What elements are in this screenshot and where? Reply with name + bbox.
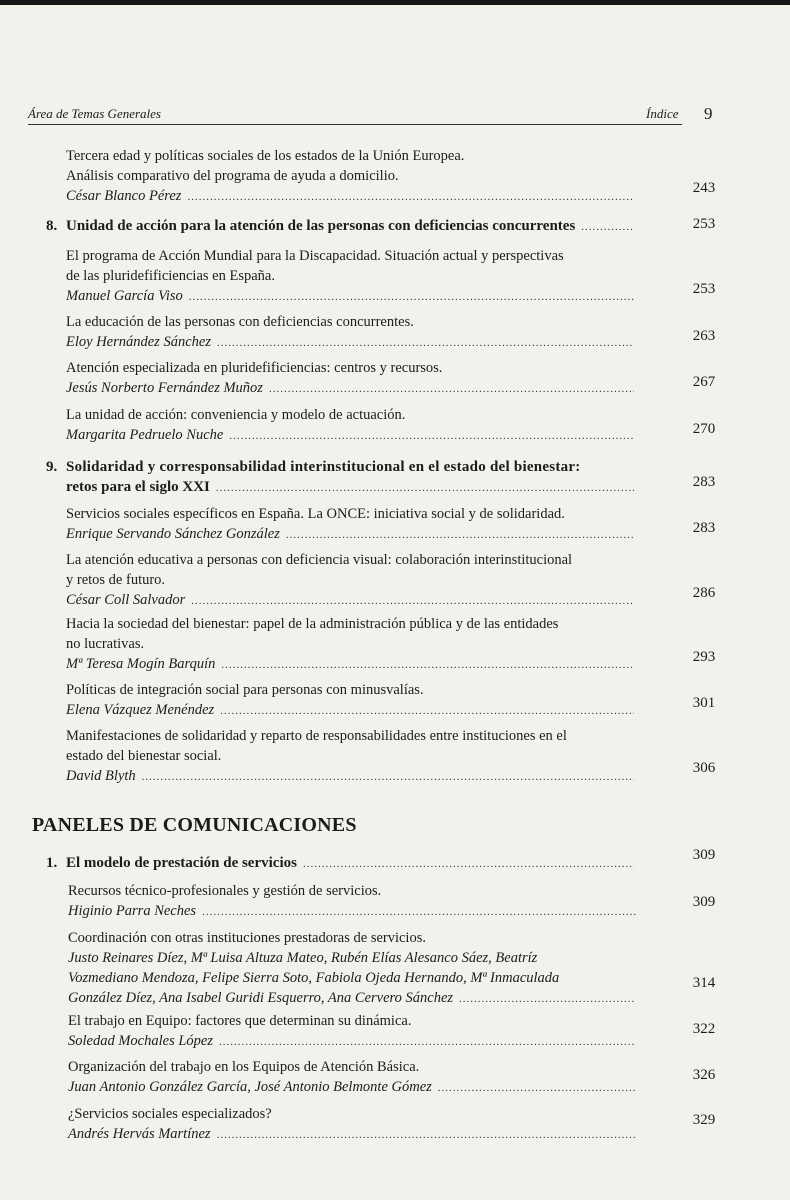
dot-leader [142,768,634,786]
toc-entry [68,1011,636,1051]
entry-author: Andrés Hervás Martínez [68,1126,211,1142]
dot-leader [219,1033,636,1051]
entry-page-number: 301 [692,695,716,711]
toc-entry [66,246,634,306]
entry-title-line: La unidad de acción: conveniencia y modelo de actuación. [66,407,406,423]
dot-leader [202,903,636,921]
entry-author: González Díez, Ana Isabel Guridi Esquerro, Ana Cervero Sánchez [68,990,454,1006]
entry-title-line: Políticas de integración social para personas con minusvalías. [66,682,424,698]
scan-top-border [0,0,790,5]
page-number: 9 [704,104,713,123]
toc-entry [68,928,636,1008]
section-title: El modelo de prestación de servicios [66,855,297,871]
toc-section [46,457,634,497]
section-number: 8. [46,218,58,234]
entry-author-line: Vozmediano Mendoza, Felipe Sierra Soto, Fabiola Ojeda Hernando, Mª Inmaculada [68,970,560,986]
panels-heading: PANELES DE COMUNICACIONES [32,814,357,836]
entry-title-line: Manifestaciones de solidaridad y reparto de responsabilidades entre instituciones en el [66,728,567,744]
toc-entry [68,881,636,921]
dot-leader [286,526,634,544]
toc-entry [66,312,634,352]
running-header-right: Índice [646,106,679,121]
section-number: 9. [46,459,58,475]
entry-author-line: Justo Reinares Díez, Mª Luisa Altuza Mateo, Rubén Elías Alesanco Sáez, Beatríz [68,950,538,966]
dot-leader [581,218,634,236]
toc-section [46,853,634,873]
toc-entry [66,358,634,398]
entry-title-line: ¿Servicios sociales especializados? [68,1106,272,1122]
dot-leader [217,1126,636,1144]
entry-page-number: 283 [692,520,716,536]
entry-title-line: y retos de futuro. [66,572,166,588]
entry-author: Enrique Servando Sánchez González [66,526,280,542]
toc-entry [66,550,634,610]
dot-leader [269,380,634,398]
toc-entry [68,1057,636,1097]
entry-title-line: El trabajo en Equipo: factores que determinan su dinámica. [68,1013,412,1029]
entry-page-number: 243 [692,180,716,196]
entry-page-number: 326 [692,1067,716,1083]
entry-title-line: de las pluridefificiencias en España. [66,268,275,284]
entry-title-line: Atención especializada en pluridefificiencias: centros y recursos. [66,360,443,376]
entry-title-line: Análisis comparativo del programa de ayuda a domicilio. [66,168,399,184]
entry-author: César Coll Salvador [66,592,186,608]
dot-leader [191,592,634,610]
entry-title-line: Servicios sociales específicos en España. La ONCE: iniciativa social y de solidaridad. [66,506,565,522]
entry-author: Juan Antonio González García, José Antonio Belmonte Gómez [68,1079,432,1095]
entry-author: César Blanco Pérez [66,188,182,204]
entry-page-number: 286 [692,585,716,601]
entry-title-line: Organización del trabajo en los Equipos de Atención Básica. [68,1059,420,1075]
toc-entry [66,146,634,206]
entry-title-line: El programa de Acción Mundial para la Discapacidad. Situación actual y perspectivas [66,248,564,264]
section-number: 1. [46,855,58,871]
dot-leader [217,334,634,352]
dot-leader [459,990,636,1008]
section-page-number: 283 [692,474,716,490]
entry-title-line: La educación de las personas con deficiencias concurrentes. [66,314,414,330]
toc-entry [66,726,634,786]
section-title: retos para el siglo XXI [66,479,210,495]
entry-page-number: 322 [692,1021,716,1037]
dot-leader [438,1079,636,1097]
dot-leader [189,288,634,306]
section-title: Solidaridad y corresponsabilidad interinstitucional en el estado del bienestar: [66,459,581,475]
entry-title-line: La atención educativa a personas con deficiencia visual: colaboración interinstitucional [66,552,573,568]
dot-leader [187,188,634,206]
entry-page-number: 314 [692,975,716,991]
entry-author: David Blyth [66,768,136,784]
toc-section [46,216,634,236]
entry-page-number: 263 [692,328,716,344]
entry-author: Mª Teresa Mogín Barquín [66,656,216,672]
entry-author: Margarita Pedruelo Nuche [66,427,224,443]
entry-title-line: Hacia la sociedad del bienestar: papel de la administración pública y de las entidades [66,616,559,632]
dot-leader [229,427,634,445]
entry-title-line: Coordinación con otras instituciones prestadoras de servicios. [68,930,426,946]
entry-title-line: no lucrativas. [66,636,145,652]
entry-page-number: 329 [692,1112,716,1128]
header-rule [28,124,682,125]
toc-entry [68,1104,636,1144]
entry-author: Jesús Norberto Fernández Muñoz [66,380,263,396]
section-title: Unidad de acción para la atención de las personas con deficiencias concurrentes [66,218,576,234]
entry-page-number: 253 [692,281,716,297]
toc-entry [66,504,634,544]
entry-author: Manuel García Viso [66,288,183,304]
dot-leader [220,702,634,720]
entry-author: Soledad Mochales López [68,1033,213,1049]
section-page-number: 253 [692,216,716,232]
entry-title-line: estado del bienestar social. [66,748,222,764]
entry-page-number: 267 [692,374,716,390]
entry-author: Eloy Hernández Sánchez [66,334,211,350]
toc-entry [66,405,634,445]
running-header-left: Área de Temas Generales [28,106,161,121]
entry-page-number: 270 [692,421,716,437]
section-page-number: 309 [692,847,716,863]
dot-leader [303,855,634,873]
dot-leader [221,656,634,674]
entry-page-number: 293 [692,649,716,665]
dot-leader [216,479,634,497]
entry-page-number: 309 [692,894,716,910]
toc-entry [66,680,634,720]
entry-page-number: 306 [692,760,716,776]
entry-author: Higinio Parra Neches [68,903,197,919]
entry-author: Elena Vázquez Menéndez [66,702,215,718]
toc-entry [66,614,634,674]
entry-title-line: Tercera edad y políticas sociales de los estados de la Unión Europea. [66,148,465,164]
entry-title-line: Recursos técnico-profesionales y gestión de servicios. [68,883,382,899]
